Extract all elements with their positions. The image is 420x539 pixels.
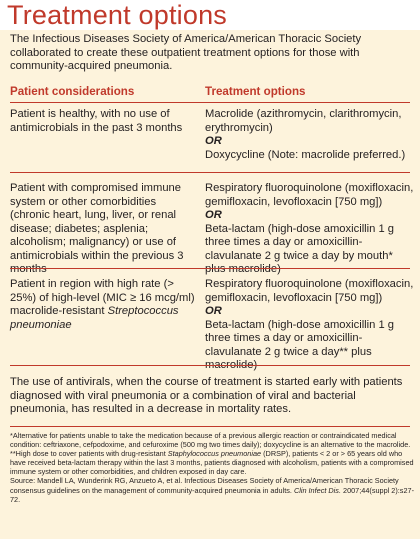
row2-treatment-a: Respiratory fluoroquinolone (moxifloxacin, gemifloxacin, levofloxacin [750 mg]) [205, 182, 414, 208]
footnotes [10, 431, 415, 504]
footnote-1: *Alternative for patients unable to take the medication because of a previous allergic reaction or contraindicated medical condition: ceftriaxone, cefpodoxime, and cefuroxime (500 mg two times daily); doxycycline is an alternative to the macrolide. [10, 431, 411, 450]
row1-treatment [205, 108, 415, 162]
row3-treatment [205, 278, 415, 373]
row2-or: OR [205, 209, 222, 221]
row2-treatment-b: Beta-lactam (high-dose amoxicillin 1 g three times a day or amoxicillin-clavulanate 2 g twice a day by mouth* plus macrolide) [205, 222, 395, 275]
table-bottom-rule [10, 365, 410, 366]
row3-organism: Streptococcus pneumoniae [10, 305, 179, 331]
source-text-a: Source: Mandell LA, Wunderink RG, Anzueto A, et al. Infectious Diseases Society of America/American Thoracic Society consensus guidelines on the management of community-acquired pneumonia in adults. [10, 476, 399, 495]
row2-treatment [205, 182, 415, 277]
row-rule [10, 268, 410, 269]
footnote-2-text-b: (DRSP), patients < 2 or > 65 years old who have received beta-lactam therapy within the last 3 months, patients diagnosed with alcoholism, patients with a compromised immune system or other comorbidities, and children exposed in day care. [10, 449, 414, 477]
closing-paragraph: The use of antivirals, when the course of treatment is started early with patients diagnosed with viral pneumonia or a combination of viral and bacterial pneumonia, has resulted in a decrease in mortality rates. [10, 376, 403, 415]
footnote-2-text-a: **High dose to cover patients with drug-resistant [10, 449, 168, 459]
info-panel [0, 30, 420, 539]
intro-text: The Infectious Diseases Society of America/American Thoracic Society collaborated to create these outpatient treatment options for those with community-acquired pneumonia. [10, 33, 362, 72]
source-journal: Clin Infect Dis. [293, 485, 341, 495]
source-text-b: 2007;44(suppl 2):s27-72. [10, 485, 414, 504]
row3-consideration-text: Patient in region with high rate (> 25%) of high-level (MIC ≥ 16 mcg/ml) macrolide-resistant [10, 278, 195, 317]
header-rule [10, 102, 410, 103]
row3-treatment-a: Respiratory fluoroquinolone (moxifloxacin, gemifloxacin, levofloxacin [750 mg]) [205, 278, 414, 304]
row1-or: OR [205, 135, 222, 147]
footnote-rule [10, 426, 410, 427]
row3-treatment-b: Beta-lactam (high-dose amoxicillin 1 g three times a day or amoxicillin-clavulanate 2 g twice a day** plus macrolide) [205, 318, 395, 371]
row2-consideration: Patient with compromised immune system or other comorbidities (chronic heart, lung, liver, or renal disease; diabetes; asplenia; alcoholism; malignancy) or use of antimicrobials within the previous 3 months [10, 182, 184, 275]
header-patient-considerations: Patient considerations [10, 85, 135, 98]
row3-or: OR [205, 305, 222, 317]
header-treatment-options: Treatment options [205, 85, 306, 98]
row1-treatment-b: Doxycycline (Note: macrolide preferred.) [205, 148, 406, 161]
row1-treatment-a: Macrolide (azithromycin, clarithromycin, erythromycin) [205, 108, 402, 134]
source-citation [10, 476, 415, 503]
footnote-2-organism: Staphylococcus pneumoniae [167, 449, 262, 459]
row3-consideration [10, 278, 198, 332]
page-title: Treatment options [7, 0, 228, 30]
row-rule [10, 172, 410, 173]
row1-consideration: Patient is healthy, with no use of antimicrobials in the past 3 months [10, 108, 183, 134]
footnote-2 [10, 449, 415, 476]
